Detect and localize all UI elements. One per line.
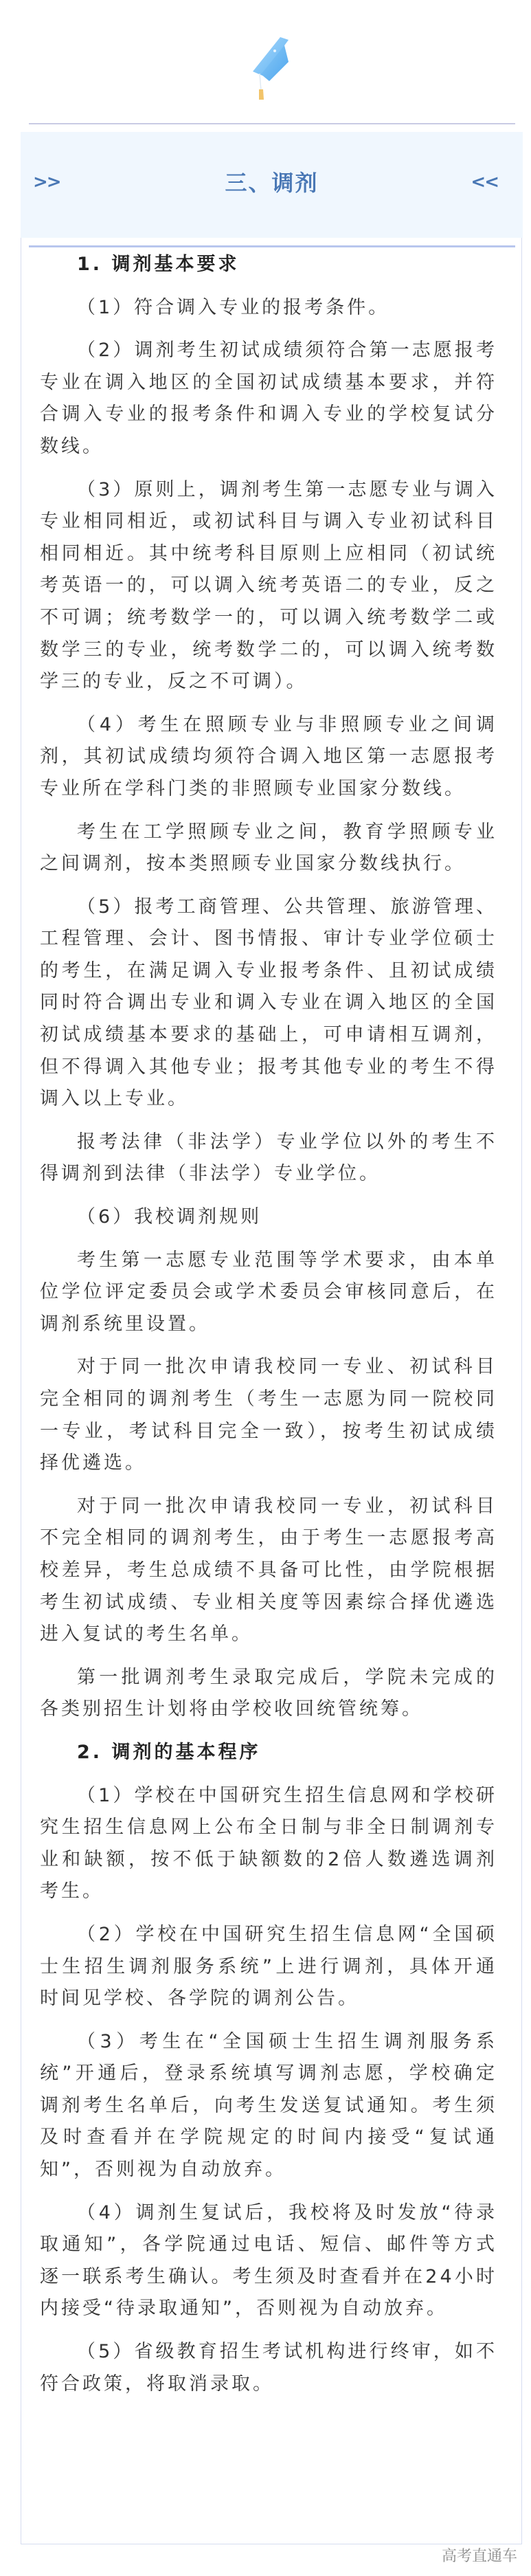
- header-bottom-rule: [29, 245, 515, 247]
- paragraph: （5）报考工商管理、公共管理、旅游管理、工程管理、会计、图书情报、审计专业学位硕士的考生，在满足调入专业报考条件、且初试成绩同时符合调出专业和调入专业在调入地区的全国初试成绩基本要求的基础上，可申请相互调剂，但不得调入其他专业；报考其他专业的考生不得调入以上专业。: [40, 896, 497, 1110]
- paragraph: （6）我校调剂规则: [77, 1206, 262, 1228]
- paragraph: （4）考生在照顾专业与非照顾专业之间调剂，其初试成绩均须符合调入地区第一志愿报考专业所在学科门类的非照顾专业国家分数线。: [40, 713, 497, 799]
- paragraph: （3）考生在“全国硕士生招生调剂服务系统”开通后，登录系统填写调剂志愿，学校确定调剂考生名单后，向考生发送复试通知。考生须及时查看并在学院规定的时间内接受“复试通知”，否则视为自动放弃。: [40, 2030, 497, 2181]
- paragraph: 对于同一批次申请我校同一专业，初试科目不完全相同的调剂考生，由于考生一志愿报考高校差异，考生总成绩不具备可比性，由学院根据考生初试成绩、专业相关度等因素综合择优遴选进入复试的考生名单。: [40, 1495, 497, 1645]
- paragraph: （3）原则上，调剂考生第一志愿专业与调入专业相同相近，或初试科目与调入专业初试科目相同相近。其中统考科目原则上应相同（初试统考英语一的，可以调入统考英语二的专业，反之不可调；统考数学一的，可以调入统考数学二或数学三的专业，统考数学二的，可以调入统考数学三的专业，反之不可调）。: [40, 478, 497, 693]
- paragraph: （1）符合调入专业的报考条件。: [77, 296, 390, 318]
- subheading-basic-procedure: 2. 调剂的基本程序: [77, 1741, 261, 1763]
- double-chevron-right-icon: >>: [33, 172, 60, 192]
- article-body: [40, 249, 497, 2411]
- paragraph: （5）省级教育招生考试机构进行终审，如不符合政策，将取消录取。: [40, 2341, 497, 2395]
- paragraph: 考生第一志愿专业范围等学术要求，由本单位学位评定委员会或学术委员会审核同意后，在调剂系统里设置。: [40, 1249, 497, 1335]
- graduation-cap-icon: [245, 34, 293, 103]
- watermark: 高考直通车: [441, 2548, 517, 2565]
- paragraph: （1）学校在中国研究生招生信息网和学校研究生招生信息网上公布全日制与非全日制调剂专业和缺额，按不低于缺额数的2倍人数遴选调剂考生。: [40, 1784, 497, 1902]
- paragraph: （2）学校在中国研究生招生信息网“全国硕士生招生调剂服务系统”上进行调剂，具体开通时间见学校、各学院的调剂公告。: [40, 1923, 497, 2010]
- paragraph: （2）调剂考生初试成绩须符合第一志愿报考专业在调入地区的全国初试成绩基本要求，并符合调入专业的报考条件和调入专业的学校复试分数线。: [40, 340, 497, 457]
- section-title: 三、调剂: [225, 170, 319, 196]
- header-top-rule: [29, 123, 515, 124]
- paragraph: （4）调剂生复试后，我校将及时发放“待录取通知”，各学院通过电话、短信、邮件等方式逐一联系考生确认。考生须及时查看并在24小时内接受“待录取通知”，否则视为自动放弃。: [40, 2201, 497, 2320]
- section-header: [21, 132, 523, 238]
- paragraph: 对于同一批次申请我校同一专业、初试科目完全相同的调剂考生（考生一志愿为同一院校同一专业，考试科目完全一致），按考生初试成绩择优遴选。: [40, 1356, 497, 1474]
- paragraph: 报考法律（非法学）专业学位以外的考生不得调剂到法律（非法学）专业学位。: [40, 1131, 497, 1185]
- paragraph: 第一批调剂考生录取完成后，学院未完成的各类别招生计划将由学校收回统管统筹。: [40, 1666, 497, 1720]
- paragraph: 考生在工学照顾专业之间，教育学照顾专业之间调剂，按本类照顾专业国家分数线执行。: [40, 821, 497, 875]
- subheading-basic-requirements: 1. 调剂基本要求: [77, 254, 240, 275]
- double-chevron-left-icon: <<: [471, 172, 498, 192]
